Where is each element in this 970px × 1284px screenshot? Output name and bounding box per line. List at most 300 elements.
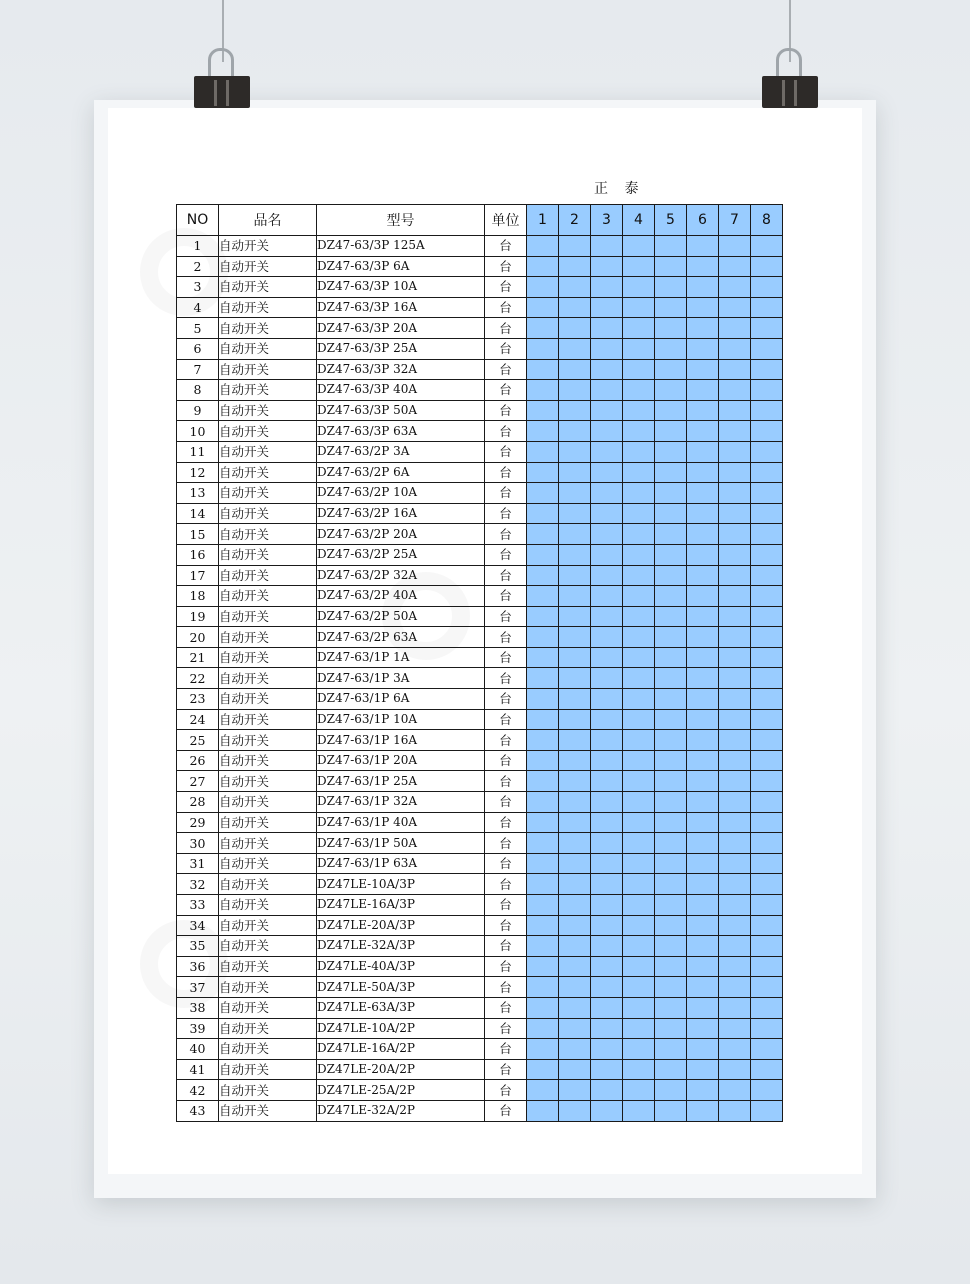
grid-cell[interactable] bbox=[655, 236, 687, 257]
grid-cell[interactable] bbox=[751, 318, 783, 339]
grid-cell[interactable] bbox=[527, 256, 559, 277]
grid-cell[interactable] bbox=[655, 297, 687, 318]
grid-cell[interactable] bbox=[751, 606, 783, 627]
grid-cell[interactable] bbox=[719, 668, 751, 689]
grid-cell[interactable] bbox=[623, 586, 655, 607]
grid-cell[interactable] bbox=[719, 565, 751, 586]
grid-cell[interactable] bbox=[527, 380, 559, 401]
grid-cell[interactable] bbox=[751, 421, 783, 442]
grid-cell[interactable] bbox=[527, 400, 559, 421]
grid-cell[interactable] bbox=[527, 1100, 559, 1121]
grid-cell[interactable] bbox=[655, 586, 687, 607]
grid-cell[interactable] bbox=[623, 421, 655, 442]
grid-cell[interactable] bbox=[655, 503, 687, 524]
grid-cell[interactable] bbox=[591, 1018, 623, 1039]
grid-cell[interactable] bbox=[527, 956, 559, 977]
grid-cell[interactable] bbox=[687, 503, 719, 524]
grid-cell[interactable] bbox=[559, 1059, 591, 1080]
grid-cell[interactable] bbox=[719, 421, 751, 442]
grid-cell[interactable] bbox=[623, 338, 655, 359]
grid-cell[interactable] bbox=[687, 1039, 719, 1060]
grid-cell[interactable] bbox=[719, 689, 751, 710]
grid-cell[interactable] bbox=[719, 483, 751, 504]
grid-cell[interactable] bbox=[719, 256, 751, 277]
grid-cell[interactable] bbox=[687, 812, 719, 833]
grid-cell[interactable] bbox=[687, 606, 719, 627]
grid-cell[interactable] bbox=[719, 544, 751, 565]
grid-cell[interactable] bbox=[591, 1080, 623, 1101]
grid-cell[interactable] bbox=[751, 730, 783, 751]
grid-cell[interactable] bbox=[559, 627, 591, 648]
grid-cell[interactable] bbox=[719, 606, 751, 627]
grid-cell[interactable] bbox=[719, 895, 751, 916]
grid-cell[interactable] bbox=[623, 1080, 655, 1101]
grid-cell[interactable] bbox=[655, 792, 687, 813]
grid-cell[interactable] bbox=[655, 771, 687, 792]
grid-cell[interactable] bbox=[719, 1018, 751, 1039]
grid-cell[interactable] bbox=[527, 874, 559, 895]
grid-cell[interactable] bbox=[687, 462, 719, 483]
grid-cell[interactable] bbox=[687, 689, 719, 710]
grid-cell[interactable] bbox=[559, 483, 591, 504]
grid-cell[interactable] bbox=[719, 400, 751, 421]
grid-cell[interactable] bbox=[687, 256, 719, 277]
grid-cell[interactable] bbox=[527, 1039, 559, 1060]
grid-cell[interactable] bbox=[591, 400, 623, 421]
grid-cell[interactable] bbox=[623, 1018, 655, 1039]
grid-cell[interactable] bbox=[591, 853, 623, 874]
grid-cell[interactable] bbox=[623, 1039, 655, 1060]
grid-cell[interactable] bbox=[719, 812, 751, 833]
grid-cell[interactable] bbox=[623, 483, 655, 504]
grid-cell[interactable] bbox=[527, 606, 559, 627]
grid-cell[interactable] bbox=[527, 627, 559, 648]
grid-cell[interactable] bbox=[751, 833, 783, 854]
grid-cell[interactable] bbox=[623, 647, 655, 668]
grid-cell[interactable] bbox=[751, 647, 783, 668]
grid-cell[interactable] bbox=[559, 1039, 591, 1060]
grid-cell[interactable] bbox=[559, 833, 591, 854]
grid-cell[interactable] bbox=[527, 730, 559, 751]
grid-cell[interactable] bbox=[751, 792, 783, 813]
grid-cell[interactable] bbox=[687, 1059, 719, 1080]
grid-cell[interactable] bbox=[591, 668, 623, 689]
grid-cell[interactable] bbox=[591, 565, 623, 586]
grid-cell[interactable] bbox=[687, 277, 719, 298]
grid-cell[interactable] bbox=[591, 1039, 623, 1060]
grid-cell[interactable] bbox=[559, 977, 591, 998]
grid-cell[interactable] bbox=[527, 812, 559, 833]
grid-cell[interactable] bbox=[751, 400, 783, 421]
grid-cell[interactable] bbox=[655, 730, 687, 751]
grid-cell[interactable] bbox=[559, 441, 591, 462]
grid-cell[interactable] bbox=[687, 874, 719, 895]
grid-cell[interactable] bbox=[655, 956, 687, 977]
grid-cell[interactable] bbox=[559, 668, 591, 689]
grid-cell[interactable] bbox=[655, 1059, 687, 1080]
grid-cell[interactable] bbox=[655, 997, 687, 1018]
grid-cell[interactable] bbox=[623, 771, 655, 792]
grid-cell[interactable] bbox=[623, 689, 655, 710]
grid-cell[interactable] bbox=[719, 853, 751, 874]
grid-cell[interactable] bbox=[719, 462, 751, 483]
grid-cell[interactable] bbox=[751, 441, 783, 462]
grid-cell[interactable] bbox=[527, 544, 559, 565]
grid-cell[interactable] bbox=[559, 874, 591, 895]
grid-cell[interactable] bbox=[687, 318, 719, 339]
grid-cell[interactable] bbox=[559, 792, 591, 813]
grid-cell[interactable] bbox=[559, 1018, 591, 1039]
grid-cell[interactable] bbox=[719, 338, 751, 359]
grid-cell[interactable] bbox=[655, 462, 687, 483]
grid-cell[interactable] bbox=[591, 997, 623, 1018]
grid-cell[interactable] bbox=[655, 380, 687, 401]
grid-cell[interactable] bbox=[591, 586, 623, 607]
grid-cell[interactable] bbox=[559, 421, 591, 442]
grid-cell[interactable] bbox=[751, 277, 783, 298]
grid-cell[interactable] bbox=[591, 256, 623, 277]
grid-cell[interactable] bbox=[655, 565, 687, 586]
grid-cell[interactable] bbox=[591, 421, 623, 442]
grid-cell[interactable] bbox=[527, 936, 559, 957]
grid-cell[interactable] bbox=[527, 421, 559, 442]
grid-cell[interactable] bbox=[655, 277, 687, 298]
grid-cell[interactable] bbox=[591, 483, 623, 504]
grid-cell[interactable] bbox=[655, 544, 687, 565]
grid-cell[interactable] bbox=[527, 1018, 559, 1039]
grid-cell[interactable] bbox=[591, 792, 623, 813]
grid-cell[interactable] bbox=[687, 1080, 719, 1101]
grid-cell[interactable] bbox=[751, 462, 783, 483]
grid-cell[interactable] bbox=[751, 895, 783, 916]
grid-cell[interactable] bbox=[623, 318, 655, 339]
grid-cell[interactable] bbox=[527, 750, 559, 771]
grid-cell[interactable] bbox=[623, 544, 655, 565]
grid-cell[interactable] bbox=[559, 709, 591, 730]
grid-cell[interactable] bbox=[623, 956, 655, 977]
grid-cell[interactable] bbox=[719, 236, 751, 257]
grid-cell[interactable] bbox=[623, 853, 655, 874]
grid-cell[interactable] bbox=[687, 853, 719, 874]
grid-cell[interactable] bbox=[591, 750, 623, 771]
grid-cell[interactable] bbox=[655, 853, 687, 874]
grid-cell[interactable] bbox=[719, 956, 751, 977]
grid-cell[interactable] bbox=[591, 771, 623, 792]
grid-cell[interactable] bbox=[687, 915, 719, 936]
grid-cell[interactable] bbox=[751, 1080, 783, 1101]
grid-cell[interactable] bbox=[655, 256, 687, 277]
grid-cell[interactable] bbox=[655, 1018, 687, 1039]
grid-cell[interactable] bbox=[591, 503, 623, 524]
grid-cell[interactable] bbox=[527, 895, 559, 916]
grid-cell[interactable] bbox=[623, 668, 655, 689]
grid-cell[interactable] bbox=[719, 709, 751, 730]
grid-cell[interactable] bbox=[751, 565, 783, 586]
grid-cell[interactable] bbox=[687, 833, 719, 854]
grid-cell[interactable] bbox=[655, 318, 687, 339]
grid-cell[interactable] bbox=[591, 236, 623, 257]
grid-cell[interactable] bbox=[751, 338, 783, 359]
grid-cell[interactable] bbox=[527, 833, 559, 854]
grid-cell[interactable] bbox=[719, 730, 751, 751]
grid-cell[interactable] bbox=[527, 503, 559, 524]
grid-cell[interactable] bbox=[591, 895, 623, 916]
grid-cell[interactable] bbox=[655, 647, 687, 668]
grid-cell[interactable] bbox=[719, 1080, 751, 1101]
grid-cell[interactable] bbox=[751, 524, 783, 545]
grid-cell[interactable] bbox=[527, 647, 559, 668]
grid-cell[interactable] bbox=[527, 853, 559, 874]
grid-cell[interactable] bbox=[591, 627, 623, 648]
grid-cell[interactable] bbox=[623, 236, 655, 257]
grid-cell[interactable] bbox=[559, 853, 591, 874]
grid-cell[interactable] bbox=[623, 462, 655, 483]
grid-cell[interactable] bbox=[719, 915, 751, 936]
grid-cell[interactable] bbox=[527, 586, 559, 607]
grid-cell[interactable] bbox=[623, 936, 655, 957]
grid-cell[interactable] bbox=[751, 812, 783, 833]
grid-cell[interactable] bbox=[687, 380, 719, 401]
grid-cell[interactable] bbox=[655, 627, 687, 648]
grid-cell[interactable] bbox=[591, 709, 623, 730]
grid-cell[interactable] bbox=[687, 1018, 719, 1039]
grid-cell[interactable] bbox=[687, 400, 719, 421]
grid-cell[interactable] bbox=[559, 380, 591, 401]
grid-cell[interactable] bbox=[719, 503, 751, 524]
grid-cell[interactable] bbox=[751, 297, 783, 318]
grid-cell[interactable] bbox=[527, 297, 559, 318]
grid-cell[interactable] bbox=[687, 895, 719, 916]
grid-cell[interactable] bbox=[623, 441, 655, 462]
grid-cell[interactable] bbox=[591, 874, 623, 895]
grid-cell[interactable] bbox=[687, 338, 719, 359]
grid-cell[interactable] bbox=[751, 874, 783, 895]
grid-cell[interactable] bbox=[719, 936, 751, 957]
grid-cell[interactable] bbox=[623, 709, 655, 730]
grid-cell[interactable] bbox=[591, 647, 623, 668]
grid-cell[interactable] bbox=[527, 792, 559, 813]
grid-cell[interactable] bbox=[655, 606, 687, 627]
grid-cell[interactable] bbox=[623, 895, 655, 916]
grid-cell[interactable] bbox=[559, 997, 591, 1018]
grid-cell[interactable] bbox=[591, 524, 623, 545]
grid-cell[interactable] bbox=[687, 771, 719, 792]
grid-cell[interactable] bbox=[751, 936, 783, 957]
grid-cell[interactable] bbox=[591, 277, 623, 298]
grid-cell[interactable] bbox=[655, 874, 687, 895]
grid-cell[interactable] bbox=[687, 730, 719, 751]
grid-cell[interactable] bbox=[751, 359, 783, 380]
grid-cell[interactable] bbox=[527, 277, 559, 298]
grid-cell[interactable] bbox=[527, 565, 559, 586]
grid-cell[interactable] bbox=[623, 256, 655, 277]
grid-cell[interactable] bbox=[655, 441, 687, 462]
grid-cell[interactable] bbox=[559, 544, 591, 565]
grid-cell[interactable] bbox=[655, 359, 687, 380]
grid-cell[interactable] bbox=[719, 833, 751, 854]
grid-cell[interactable] bbox=[623, 627, 655, 648]
grid-cell[interactable] bbox=[751, 750, 783, 771]
grid-cell[interactable] bbox=[591, 544, 623, 565]
grid-cell[interactable] bbox=[655, 812, 687, 833]
grid-cell[interactable] bbox=[591, 915, 623, 936]
grid-cell[interactable] bbox=[591, 812, 623, 833]
grid-cell[interactable] bbox=[559, 565, 591, 586]
grid-cell[interactable] bbox=[751, 997, 783, 1018]
grid-cell[interactable] bbox=[655, 400, 687, 421]
grid-cell[interactable] bbox=[751, 1018, 783, 1039]
grid-cell[interactable] bbox=[623, 977, 655, 998]
grid-cell[interactable] bbox=[527, 1080, 559, 1101]
grid-cell[interactable] bbox=[751, 380, 783, 401]
grid-cell[interactable] bbox=[527, 524, 559, 545]
grid-cell[interactable] bbox=[591, 936, 623, 957]
grid-cell[interactable] bbox=[559, 297, 591, 318]
grid-cell[interactable] bbox=[751, 1059, 783, 1080]
grid-cell[interactable] bbox=[655, 1080, 687, 1101]
grid-cell[interactable] bbox=[719, 874, 751, 895]
grid-cell[interactable] bbox=[687, 647, 719, 668]
grid-cell[interactable] bbox=[687, 627, 719, 648]
grid-cell[interactable] bbox=[559, 400, 591, 421]
grid-cell[interactable] bbox=[655, 1100, 687, 1121]
grid-cell[interactable] bbox=[687, 297, 719, 318]
grid-cell[interactable] bbox=[751, 709, 783, 730]
grid-cell[interactable] bbox=[719, 1059, 751, 1080]
grid-cell[interactable] bbox=[719, 977, 751, 998]
grid-cell[interactable] bbox=[655, 338, 687, 359]
grid-cell[interactable] bbox=[687, 997, 719, 1018]
grid-cell[interactable] bbox=[751, 1100, 783, 1121]
grid-cell[interactable] bbox=[655, 750, 687, 771]
grid-cell[interactable] bbox=[559, 277, 591, 298]
grid-cell[interactable] bbox=[719, 771, 751, 792]
grid-cell[interactable] bbox=[559, 606, 591, 627]
grid-cell[interactable] bbox=[591, 338, 623, 359]
grid-cell[interactable] bbox=[655, 977, 687, 998]
grid-cell[interactable] bbox=[687, 792, 719, 813]
grid-cell[interactable] bbox=[655, 709, 687, 730]
grid-cell[interactable] bbox=[655, 421, 687, 442]
grid-cell[interactable] bbox=[559, 256, 591, 277]
grid-cell[interactable] bbox=[623, 997, 655, 1018]
grid-cell[interactable] bbox=[719, 750, 751, 771]
grid-cell[interactable] bbox=[591, 297, 623, 318]
grid-cell[interactable] bbox=[623, 1059, 655, 1080]
grid-cell[interactable] bbox=[591, 380, 623, 401]
grid-cell[interactable] bbox=[559, 1100, 591, 1121]
grid-cell[interactable] bbox=[559, 956, 591, 977]
grid-cell[interactable] bbox=[527, 338, 559, 359]
grid-cell[interactable] bbox=[687, 936, 719, 957]
grid-cell[interactable] bbox=[687, 441, 719, 462]
grid-cell[interactable] bbox=[655, 1039, 687, 1060]
grid-cell[interactable] bbox=[591, 956, 623, 977]
grid-cell[interactable] bbox=[623, 606, 655, 627]
grid-cell[interactable] bbox=[591, 606, 623, 627]
grid-cell[interactable] bbox=[687, 359, 719, 380]
grid-cell[interactable] bbox=[623, 524, 655, 545]
grid-cell[interactable] bbox=[751, 977, 783, 998]
grid-cell[interactable] bbox=[719, 441, 751, 462]
grid-cell[interactable] bbox=[623, 750, 655, 771]
grid-cell[interactable] bbox=[559, 895, 591, 916]
grid-cell[interactable] bbox=[527, 236, 559, 257]
grid-cell[interactable] bbox=[751, 586, 783, 607]
grid-cell[interactable] bbox=[687, 586, 719, 607]
grid-cell[interactable] bbox=[559, 524, 591, 545]
grid-cell[interactable] bbox=[687, 709, 719, 730]
grid-cell[interactable] bbox=[751, 771, 783, 792]
grid-cell[interactable] bbox=[591, 689, 623, 710]
grid-cell[interactable] bbox=[751, 627, 783, 648]
grid-cell[interactable] bbox=[591, 730, 623, 751]
grid-cell[interactable] bbox=[559, 689, 591, 710]
grid-cell[interactable] bbox=[527, 915, 559, 936]
grid-cell[interactable] bbox=[559, 1080, 591, 1101]
grid-cell[interactable] bbox=[687, 565, 719, 586]
grid-cell[interactable] bbox=[751, 256, 783, 277]
grid-cell[interactable] bbox=[591, 1100, 623, 1121]
grid-cell[interactable] bbox=[559, 750, 591, 771]
grid-cell[interactable] bbox=[559, 503, 591, 524]
grid-cell[interactable] bbox=[559, 462, 591, 483]
grid-cell[interactable] bbox=[751, 689, 783, 710]
grid-cell[interactable] bbox=[591, 462, 623, 483]
grid-cell[interactable] bbox=[623, 380, 655, 401]
grid-cell[interactable] bbox=[687, 236, 719, 257]
grid-cell[interactable] bbox=[559, 771, 591, 792]
grid-cell[interactable] bbox=[719, 380, 751, 401]
grid-cell[interactable] bbox=[527, 483, 559, 504]
grid-cell[interactable] bbox=[687, 1100, 719, 1121]
grid-cell[interactable] bbox=[559, 915, 591, 936]
grid-cell[interactable] bbox=[719, 1100, 751, 1121]
grid-cell[interactable] bbox=[687, 668, 719, 689]
grid-cell[interactable] bbox=[559, 812, 591, 833]
grid-cell[interactable] bbox=[687, 750, 719, 771]
grid-cell[interactable] bbox=[719, 586, 751, 607]
grid-cell[interactable] bbox=[559, 936, 591, 957]
grid-cell[interactable] bbox=[559, 236, 591, 257]
grid-cell[interactable] bbox=[623, 297, 655, 318]
grid-cell[interactable] bbox=[623, 400, 655, 421]
grid-cell[interactable] bbox=[751, 853, 783, 874]
grid-cell[interactable] bbox=[591, 318, 623, 339]
grid-cell[interactable] bbox=[527, 441, 559, 462]
grid-cell[interactable] bbox=[623, 792, 655, 813]
grid-cell[interactable] bbox=[623, 565, 655, 586]
grid-cell[interactable] bbox=[751, 915, 783, 936]
grid-cell[interactable] bbox=[719, 997, 751, 1018]
grid-cell[interactable] bbox=[751, 956, 783, 977]
grid-cell[interactable] bbox=[623, 874, 655, 895]
grid-cell[interactable] bbox=[719, 1039, 751, 1060]
grid-cell[interactable] bbox=[623, 1100, 655, 1121]
grid-cell[interactable] bbox=[527, 977, 559, 998]
grid-cell[interactable] bbox=[527, 1059, 559, 1080]
grid-cell[interactable] bbox=[687, 544, 719, 565]
grid-cell[interactable] bbox=[559, 586, 591, 607]
grid-cell[interactable] bbox=[527, 997, 559, 1018]
grid-cell[interactable] bbox=[719, 318, 751, 339]
grid-cell[interactable] bbox=[623, 915, 655, 936]
grid-cell[interactable] bbox=[751, 236, 783, 257]
grid-cell[interactable] bbox=[527, 318, 559, 339]
grid-cell[interactable] bbox=[687, 483, 719, 504]
grid-cell[interactable] bbox=[559, 647, 591, 668]
grid-cell[interactable] bbox=[719, 297, 751, 318]
